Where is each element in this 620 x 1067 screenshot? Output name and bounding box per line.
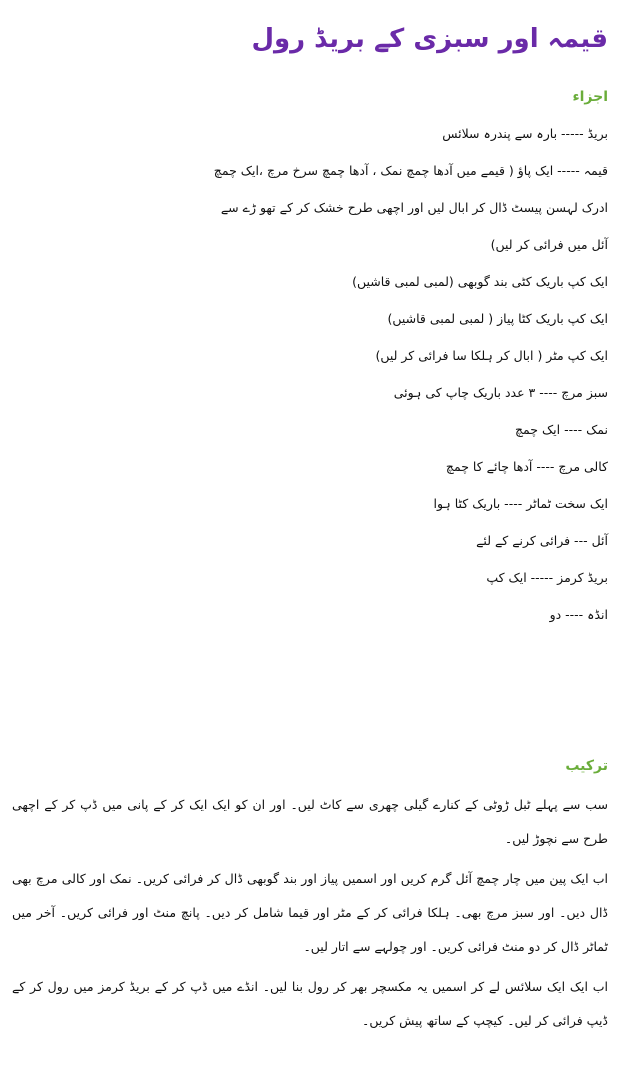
- method-paragraph: اب ایک پین میں چار چمچ آئل گرم کریں اور اسمیں پیاز اور بند گوبھی ڈال کر فرائی کریں۔ نمک اور کالی مرچ بھی ڈال دیں۔ اور سبز مرچ بھی۔ ہلکا فرائی کر کے مٹر اور قیما شامل کر دیں۔ پانچ منٹ اور فرائی کریں۔ آخر میں ٹماٹر ڈال کر دو منٹ فرائی کریں۔ اور چولہے سے اتار لیں۔: [12, 871, 608, 954]
- page-title: قیمہ اور سبزی کے بریڈ رول: [251, 24, 608, 54]
- method-paragraph: سب سے پہلے ٹبل ڑوٹی کے کنارے گیلی چھری سے کاٹ لیں۔ اور ان کو ایک ایک کر کے پانی میں ڈپ کر کے اچھی طرح سے نچوڑ لیں۔: [12, 797, 608, 846]
- ingredient-item: کالی مرچ ---- آدھا چائے کا چمچ: [445, 459, 608, 474]
- ingredient-item: سبز مرچ ---- ۳ عدد باریک چاپ کی ہوئی: [393, 385, 608, 400]
- ingredient-item: ایک کپ باریک کٹی بند گوبھی (لمبی لمبی قاشیں): [352, 274, 608, 289]
- method-paragraph: اب ایک ایک سلائس لے کر اسمیں یہ مکسچر بھر کر رول بنا لیں۔ انڈے میں ڈپ کر کے بریڈ کرمز میں رول کر کے ڈیپ فرائی کر لیں۔ کیچپ کے ساتھ پیش کریں۔: [12, 979, 608, 1028]
- ingredient-item: نمک ---- ایک چمچ: [514, 422, 608, 437]
- ingredient-item: آئل --- فرائی کرنے کے لئے: [476, 533, 608, 548]
- ingredient-item: آئل میں فرائی کر لیں): [490, 237, 608, 252]
- method-section: [12, 788, 608, 1044]
- ingredient-item: ایک سخت ٹماٹر ---- باریک کٹا ہوا: [433, 496, 608, 511]
- method-heading: ترکیب: [565, 758, 608, 774]
- ingredients-heading: اجزاء: [572, 89, 608, 105]
- ingredient-item: بریڈ کرمز ----- ایک کپ: [486, 570, 608, 585]
- recipe-page: [8, 0, 612, 1067]
- ingredient-item: بریڈ ----- بارہ سے پندرہ سلائس: [442, 126, 608, 141]
- ingredient-item: ایک کپ باریک کٹا پیاز ( لمبی لمبی قاشیں): [387, 311, 608, 326]
- ingredient-item: ادرک لہسن پیسٹ ڈال کر ابال لیں اور اچھی طرح خشک کر کے تھو ڑے سے: [220, 200, 608, 215]
- ingredients-list: [12, 122, 608, 640]
- ingredient-item: قیمہ ----- ایک پاؤ ( قیمے میں آدھا چمچ نمک ، آدھا چمچ سرخ مرچ ،ایک چمچ: [213, 163, 608, 178]
- ingredient-item: ایک کپ مٹر ( ابال کر ہلکا سا فرائی کر لیں): [375, 348, 608, 363]
- ingredient-item: انڈہ ---- دو: [549, 607, 608, 622]
